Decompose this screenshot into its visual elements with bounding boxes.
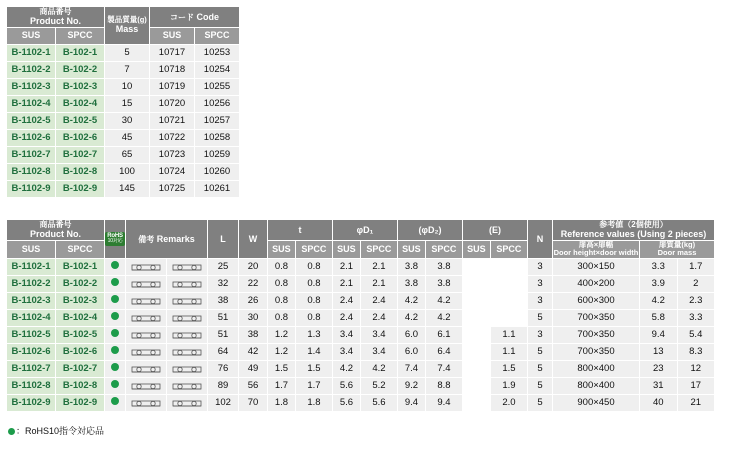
cell-code-sus: 10724 — [150, 163, 195, 180]
cell-product-sus: B-1102-3 — [7, 78, 56, 95]
table-row — [7, 112, 240, 129]
cell-l: 25 — [208, 258, 239, 275]
cell-product-sus: B-1102-1 — [7, 258, 56, 275]
cell-remark-spcc — [167, 309, 208, 326]
cell-d2-spcc: 9.4 — [425, 394, 462, 411]
cell-product-spcc: B-102-4 — [56, 95, 105, 112]
table-row — [7, 61, 240, 78]
table-header-row — [7, 7, 240, 28]
cell-d1-sus: 4.2 — [333, 360, 361, 377]
hinge-diagram-icon — [167, 379, 207, 393]
cell-door-size: 800×400 — [553, 360, 640, 377]
cell-e-sus — [463, 360, 491, 377]
cell-d2-sus: 4.2 — [398, 309, 426, 326]
header-n: N — [528, 220, 553, 259]
cell-d2-sus: 6.0 — [398, 343, 426, 360]
cell-product-spcc: B-102-1 — [56, 258, 105, 275]
cell-e-sus — [463, 292, 491, 309]
table-row — [7, 258, 715, 275]
cell-door-mass-spcc: 5.4 — [677, 326, 715, 343]
cell-mass: 15 — [105, 95, 150, 112]
footnote-text: ：RoHS10指令対応品 — [16, 426, 105, 436]
table-row — [7, 146, 240, 163]
cell-product-sus: B-1102-9 — [7, 394, 56, 411]
cell-product-sus: B-1102-8 — [7, 163, 56, 180]
subheader-d2-spcc: SPCC — [425, 240, 462, 258]
cell-door-mass-spcc: 17 — [677, 377, 715, 394]
cell-l: 64 — [208, 343, 239, 360]
cell-n: 5 — [528, 377, 553, 394]
cell-product-spcc: B-102-6 — [56, 129, 105, 146]
cell-w: 42 — [239, 343, 268, 360]
cell-door-mass-spcc: 12 — [677, 360, 715, 377]
cell-remark-spcc — [167, 343, 208, 360]
cell-product-spcc: B-102-5 — [56, 112, 105, 129]
cell-product-spcc: B-102-2 — [56, 275, 105, 292]
cell-code-spcc: 10258 — [195, 129, 240, 146]
header-product-no: 商品番号 Product No. — [7, 220, 105, 241]
cell-remark-spcc — [167, 326, 208, 343]
cell-product-sus: B-1102-2 — [7, 61, 56, 78]
cell-d2-spcc: 6.1 — [425, 326, 462, 343]
cell-e-spcc: 1.5 — [490, 360, 527, 377]
cell-code-spcc: 10254 — [195, 61, 240, 78]
cell-d2-spcc: 4.2 — [425, 292, 462, 309]
subheader-t-spcc: SPCC — [295, 240, 332, 258]
subheader-spcc: SPCC — [56, 27, 105, 44]
cell-rohs — [105, 394, 126, 411]
table-row — [7, 275, 715, 292]
cell-t-spcc: 0.8 — [295, 292, 332, 309]
hinge-diagram-icon — [167, 362, 207, 376]
cell-d2-spcc: 7.4 — [425, 360, 462, 377]
cell-t-sus: 1.5 — [268, 360, 296, 377]
cell-product-sus: B-1102-1 — [7, 44, 56, 61]
table-row — [7, 163, 240, 180]
header-reference: 参考値（2個使用） Reference values (Using 2 pieces) — [553, 220, 715, 241]
subheader-e-spcc: SPCC — [490, 240, 527, 258]
cell-mass: 30 — [105, 112, 150, 129]
cell-l: 51 — [208, 326, 239, 343]
cell-code-spcc: 10257 — [195, 112, 240, 129]
cell-w: 56 — [239, 377, 268, 394]
cell-rohs — [105, 309, 126, 326]
subheader-sus: SUS — [7, 27, 56, 44]
hinge-diagram-icon — [126, 362, 166, 376]
cell-d1-spcc: 2.1 — [360, 258, 397, 275]
cell-remark-spcc — [167, 394, 208, 411]
header-d2: (φD₂) — [398, 220, 463, 241]
subheader-code-sus: SUS — [150, 27, 195, 44]
cell-l: 76 — [208, 360, 239, 377]
cell-remark-sus — [126, 394, 167, 411]
cell-t-sus: 1.2 — [268, 326, 296, 343]
hinge-diagram-icon — [167, 328, 207, 342]
cell-e-sus — [463, 394, 491, 411]
cell-d2-sus: 3.8 — [398, 275, 426, 292]
rohs-dot-icon — [111, 346, 119, 354]
cell-t-sus: 0.8 — [268, 258, 296, 275]
dimensions-table — [6, 219, 715, 412]
cell-n: 3 — [528, 258, 553, 275]
cell-t-spcc: 0.8 — [295, 309, 332, 326]
cell-code-sus: 10718 — [150, 61, 195, 78]
cell-mass: 100 — [105, 163, 150, 180]
cell-w: 70 — [239, 394, 268, 411]
cell-door-mass-spcc: 21 — [677, 394, 715, 411]
cell-d1-sus: 5.6 — [333, 377, 361, 394]
table-row — [7, 95, 240, 112]
cell-e-spcc: 1.9 — [490, 377, 527, 394]
cell-e-spcc: 1.1 — [490, 343, 527, 360]
cell-d1-spcc: 2.4 — [360, 309, 397, 326]
table-row — [7, 309, 715, 326]
cell-product-spcc: B-102-7 — [56, 146, 105, 163]
cell-product-spcc: B-102-4 — [56, 309, 105, 326]
cell-d2-spcc: 4.2 — [425, 309, 462, 326]
cell-rohs — [105, 292, 126, 309]
cell-d1-spcc: 2.4 — [360, 292, 397, 309]
table-row — [7, 377, 715, 394]
cell-e-spcc — [490, 258, 527, 275]
cell-l: 102 — [208, 394, 239, 411]
cell-product-spcc: B-102-9 — [56, 180, 105, 197]
subheader-e-sus: SUS — [463, 240, 491, 258]
subheader-d1-sus: SUS — [333, 240, 361, 258]
rohs-dot-icon — [111, 312, 119, 320]
cell-w: 49 — [239, 360, 268, 377]
cell-t-sus: 1.8 — [268, 394, 296, 411]
cell-e-sus — [463, 377, 491, 394]
cell-code-sus: 10717 — [150, 44, 195, 61]
header-e: (E) — [463, 220, 528, 241]
cell-d1-sus: 2.4 — [333, 292, 361, 309]
cell-remark-sus — [126, 360, 167, 377]
cell-mass: 45 — [105, 129, 150, 146]
cell-door-size: 600×300 — [553, 292, 640, 309]
rohs-dot-icon — [111, 295, 119, 303]
hinge-diagram-icon — [167, 294, 207, 308]
cell-l: 89 — [208, 377, 239, 394]
header-product-no: 商品番号 Product No. — [7, 7, 105, 28]
cell-d2-spcc: 6.4 — [425, 343, 462, 360]
cell-t-sus: 0.8 — [268, 275, 296, 292]
cell-t-spcc: 0.8 — [295, 258, 332, 275]
cell-e-sus — [463, 326, 491, 343]
rohs-dot-icon — [111, 278, 119, 286]
hinge-diagram-icon — [126, 277, 166, 291]
hinge-diagram-icon — [167, 345, 207, 359]
cell-e-spcc: 1.1 — [490, 326, 527, 343]
cell-d1-sus: 2.1 — [333, 275, 361, 292]
cell-mass: 7 — [105, 61, 150, 78]
cell-remark-sus — [126, 343, 167, 360]
header-mass: 製品質量(g) Mass — [105, 7, 150, 45]
cell-remark-sus — [126, 258, 167, 275]
table-row — [7, 129, 240, 146]
cell-w: 26 — [239, 292, 268, 309]
hinge-diagram-icon — [126, 328, 166, 342]
cell-d1-spcc: 3.4 — [360, 326, 397, 343]
table-row — [7, 180, 240, 197]
cell-product-spcc: B-102-7 — [56, 360, 105, 377]
cell-code-sus: 10720 — [150, 95, 195, 112]
cell-d2-sus: 4.2 — [398, 292, 426, 309]
cell-product-spcc: B-102-5 — [56, 326, 105, 343]
cell-code-sus: 10725 — [150, 180, 195, 197]
header-rohs — [105, 220, 126, 259]
header-code: コード Code — [150, 7, 240, 28]
subheader-sus: SUS — [7, 240, 56, 258]
cell-t-spcc: 1.3 — [295, 326, 332, 343]
cell-t-sus: 1.7 — [268, 377, 296, 394]
table-row — [7, 326, 715, 343]
subheader-door-mass: 扉質量(kg) Door mass — [640, 240, 715, 258]
cell-door-mass-sus: 3.9 — [640, 275, 678, 292]
hinge-diagram-icon — [167, 277, 207, 291]
cell-mass: 5 — [105, 44, 150, 61]
cell-door-mass-spcc: 8.3 — [677, 343, 715, 360]
cell-code-sus: 10722 — [150, 129, 195, 146]
cell-remark-spcc — [167, 275, 208, 292]
cell-door-mass-spcc: 1.7 — [677, 258, 715, 275]
cell-product-sus: B-1102-2 — [7, 275, 56, 292]
cell-e-spcc — [490, 275, 527, 292]
header-remarks: 備考 Remarks — [126, 220, 208, 259]
cell-door-size: 700×350 — [553, 326, 640, 343]
table-row — [7, 360, 715, 377]
hinge-diagram-icon — [126, 311, 166, 325]
cell-rohs — [105, 360, 126, 377]
cell-door-mass-spcc: 2.3 — [677, 292, 715, 309]
cell-t-spcc: 1.8 — [295, 394, 332, 411]
rohs-badge: RoHS 10対応 — [107, 233, 123, 245]
cell-rohs — [105, 343, 126, 360]
hinge-diagram-icon — [126, 345, 166, 359]
cell-t-sus: 0.8 — [268, 309, 296, 326]
header-t: t — [268, 220, 333, 241]
cell-w: 38 — [239, 326, 268, 343]
cell-t-sus: 1.2 — [268, 343, 296, 360]
cell-remark-spcc — [167, 360, 208, 377]
cell-product-spcc: B-102-8 — [56, 377, 105, 394]
cell-product-spcc: B-102-3 — [56, 78, 105, 95]
table-row — [7, 343, 715, 360]
cell-d1-spcc: 4.2 — [360, 360, 397, 377]
hinge-diagram-icon — [126, 294, 166, 308]
mass-and-code-table — [6, 6, 240, 198]
cell-product-sus: B-1102-3 — [7, 292, 56, 309]
rohs-dot-icon — [8, 428, 15, 435]
cell-d1-sus: 3.4 — [333, 343, 361, 360]
cell-d2-sus: 3.8 — [398, 258, 426, 275]
cell-door-mass-sus: 40 — [640, 394, 678, 411]
cell-door-size: 700×350 — [553, 343, 640, 360]
cell-door-mass-sus: 9.4 — [640, 326, 678, 343]
cell-e-sus — [463, 309, 491, 326]
cell-door-size: 300×150 — [553, 258, 640, 275]
cell-product-spcc: B-102-9 — [56, 394, 105, 411]
cell-code-sus: 10721 — [150, 112, 195, 129]
rohs-dot-icon — [111, 397, 119, 405]
cell-l: 38 — [208, 292, 239, 309]
cell-d2-sus: 7.4 — [398, 360, 426, 377]
cell-code-spcc: 10255 — [195, 78, 240, 95]
cell-product-spcc: B-102-2 — [56, 61, 105, 78]
rohs-dot-icon — [111, 380, 119, 388]
cell-product-spcc: B-102-3 — [56, 292, 105, 309]
cell-d1-sus: 2.4 — [333, 309, 361, 326]
cell-door-size: 800×400 — [553, 377, 640, 394]
cell-rohs — [105, 377, 126, 394]
cell-d1-sus: 5.6 — [333, 394, 361, 411]
hinge-diagram-icon — [126, 396, 166, 410]
cell-product-sus: B-1102-7 — [7, 146, 56, 163]
hinge-diagram-icon — [167, 311, 207, 325]
cell-d2-sus: 6.0 — [398, 326, 426, 343]
cell-product-sus: B-1102-5 — [7, 326, 56, 343]
header-d1: φD₁ — [333, 220, 398, 241]
cell-product-sus: B-1102-6 — [7, 129, 56, 146]
cell-product-sus: B-1102-4 — [7, 309, 56, 326]
cell-w: 20 — [239, 258, 268, 275]
hinge-diagram-icon — [126, 260, 166, 274]
cell-code-sus: 10723 — [150, 146, 195, 163]
cell-remark-sus — [126, 275, 167, 292]
table-header-row — [7, 220, 715, 241]
cell-w: 22 — [239, 275, 268, 292]
cell-t-spcc: 1.5 — [295, 360, 332, 377]
cell-remark-spcc — [167, 377, 208, 394]
cell-d1-spcc: 5.6 — [360, 394, 397, 411]
cell-product-sus: B-1102-9 — [7, 180, 56, 197]
cell-remark-sus — [126, 326, 167, 343]
cell-e-sus — [463, 343, 491, 360]
cell-l: 32 — [208, 275, 239, 292]
cell-door-size: 900×450 — [553, 394, 640, 411]
subheader-door-size: 扉高×扉幅 Door height×door width — [553, 239, 639, 258]
header-l: L — [208, 220, 239, 259]
cell-product-spcc: B-102-8 — [56, 163, 105, 180]
cell-d2-sus: 9.2 — [398, 377, 426, 394]
cell-code-spcc: 10261 — [195, 180, 240, 197]
cell-rohs — [105, 258, 126, 275]
cell-mass: 145 — [105, 180, 150, 197]
cell-remark-spcc — [167, 258, 208, 275]
cell-e-sus — [463, 275, 491, 292]
cell-door-mass-sus: 13 — [640, 343, 678, 360]
cell-d2-sus: 9.4 — [398, 394, 426, 411]
hinge-diagram-icon — [167, 396, 207, 410]
rohs-dot-icon — [111, 261, 119, 269]
footnote — [8, 424, 104, 437]
subheader-d2-sus: SUS — [398, 240, 426, 258]
cell-product-sus: B-1102-6 — [7, 343, 56, 360]
cell-code-spcc: 10253 — [195, 44, 240, 61]
cell-n: 3 — [528, 326, 553, 343]
cell-remark-spcc — [167, 292, 208, 309]
cell-code-spcc: 10256 — [195, 95, 240, 112]
table-row — [7, 292, 715, 309]
table-row — [7, 394, 715, 411]
cell-product-sus: B-1102-8 — [7, 377, 56, 394]
cell-d1-spcc: 3.4 — [360, 343, 397, 360]
subheader-d1-spcc: SPCC — [360, 240, 397, 258]
cell-e-sus — [463, 258, 491, 275]
cell-n: 5 — [528, 309, 553, 326]
cell-code-spcc: 10259 — [195, 146, 240, 163]
cell-door-size: 700×350 — [553, 309, 640, 326]
cell-d1-spcc: 5.2 — [360, 377, 397, 394]
cell-door-mass-sus: 3.3 — [640, 258, 678, 275]
cell-d2-spcc: 3.8 — [425, 275, 462, 292]
cell-d1-sus: 2.1 — [333, 258, 361, 275]
cell-n: 3 — [528, 275, 553, 292]
cell-d2-spcc: 8.8 — [425, 377, 462, 394]
cell-door-size: 400×200 — [553, 275, 640, 292]
table-row — [7, 44, 240, 61]
cell-d1-sus: 3.4 — [333, 326, 361, 343]
subheader-code-spcc: SPCC — [195, 27, 240, 44]
header-w: W — [239, 220, 268, 259]
cell-rohs — [105, 275, 126, 292]
cell-product-spcc: B-102-1 — [56, 44, 105, 61]
cell-l: 51 — [208, 309, 239, 326]
cell-mass: 65 — [105, 146, 150, 163]
table-row — [7, 78, 240, 95]
cell-t-spcc: 1.7 — [295, 377, 332, 394]
cell-n: 5 — [528, 343, 553, 360]
cell-t-spcc: 0.8 — [295, 275, 332, 292]
cell-code-spcc: 10260 — [195, 163, 240, 180]
cell-d2-spcc: 3.8 — [425, 258, 462, 275]
hinge-diagram-icon — [167, 260, 207, 274]
cell-door-mass-spcc: 2 — [677, 275, 715, 292]
cell-e-spcc — [490, 309, 527, 326]
cell-e-spcc — [490, 292, 527, 309]
cell-product-sus: B-1102-7 — [7, 360, 56, 377]
cell-remark-sus — [126, 292, 167, 309]
subheader-t-sus: SUS — [268, 240, 296, 258]
cell-n: 5 — [528, 394, 553, 411]
cell-code-sus: 10719 — [150, 78, 195, 95]
cell-t-sus: 0.8 — [268, 292, 296, 309]
cell-n: 3 — [528, 292, 553, 309]
cell-product-spcc: B-102-6 — [56, 343, 105, 360]
cell-e-spcc: 2.0 — [490, 394, 527, 411]
cell-door-mass-sus: 5.8 — [640, 309, 678, 326]
cell-door-mass-sus: 23 — [640, 360, 678, 377]
cell-n: 5 — [528, 360, 553, 377]
cell-door-mass-sus: 31 — [640, 377, 678, 394]
cell-remark-sus — [126, 309, 167, 326]
cell-w: 30 — [239, 309, 268, 326]
cell-d1-spcc: 2.1 — [360, 275, 397, 292]
cell-t-spcc: 1.4 — [295, 343, 332, 360]
cell-door-mass-spcc: 3.3 — [677, 309, 715, 326]
cell-product-sus: B-1102-5 — [7, 112, 56, 129]
rohs-dot-icon — [111, 329, 119, 337]
cell-mass: 10 — [105, 78, 150, 95]
cell-door-mass-sus: 4.2 — [640, 292, 678, 309]
cell-product-sus: B-1102-4 — [7, 95, 56, 112]
hinge-diagram-icon — [126, 379, 166, 393]
cell-remark-sus — [126, 377, 167, 394]
cell-rohs — [105, 326, 126, 343]
subheader-spcc: SPCC — [56, 240, 105, 258]
rohs-dot-icon — [111, 363, 119, 371]
